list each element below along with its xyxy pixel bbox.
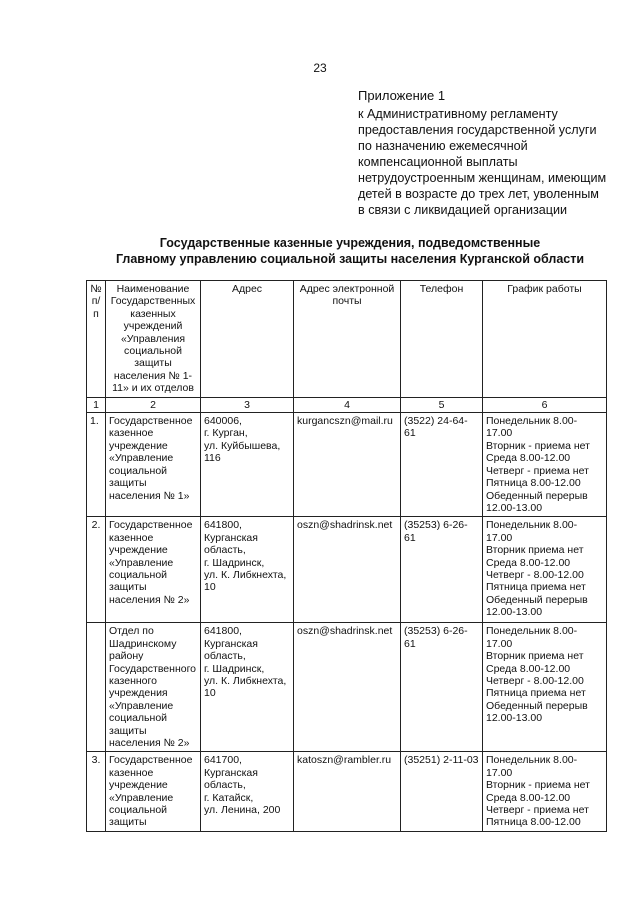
header-email: Адрес электронной почты (294, 281, 401, 398)
column-number: 4 (294, 397, 401, 412)
row-email: kurgancszn@mail.ru (294, 413, 401, 517)
table-row (87, 623, 607, 752)
row-schedule: Понедельник 8.00-17.00 Вторник - приема нет Среда 8.00-12.00 Четверг - приема нет Пятница 8.00-12.00 (483, 752, 607, 831)
column-number: 6 (483, 397, 607, 412)
row-email: katoszn@rambler.ru (294, 752, 401, 831)
document-title (60, 236, 640, 267)
header-schedule: График работы (483, 281, 607, 398)
row-num: 3. (87, 752, 106, 831)
row-phone: (35253) 6-26-61 (401, 517, 483, 623)
header-num: № п/п (87, 281, 106, 398)
appendix-title: Приложение 1 (358, 88, 446, 103)
column-number: 1 (87, 397, 106, 412)
institutions-table (86, 280, 607, 832)
column-number: 2 (106, 397, 201, 412)
row-name: Государственное казенное учреждение «Управление социальной защиты населения № 2» (106, 517, 201, 623)
header-phone: Телефон (401, 281, 483, 398)
row-schedule: Понедельник 8.00-17.00 Вторник - приема нет Среда 8.00-12.00 Четверг - приема нет Пятница 8.00-12.00 Обеденный перерыв 12.00-13.00 (483, 413, 607, 517)
row-name: Государственное казенное учреждение «Управление социальной защиты населения № 1» (106, 413, 201, 517)
table-row (87, 517, 607, 623)
row-address: 641700, Курганская область, г. Катайск, ул. Ленина, 200 (201, 752, 294, 831)
row-email: oszn@shadrinsk.net (294, 517, 401, 623)
document-title-line-1: Государственные казенные учреждения, подведомственные (159, 236, 541, 250)
header-name: Наименование Государственных казенных учреждений «Управления социальной защиты населения № 1-11» и их отделов (106, 281, 201, 398)
table-header-row (87, 281, 607, 398)
row-phone: (35253) 6-26-61 (401, 623, 483, 752)
table-row (87, 752, 607, 831)
page-number: 23 (313, 61, 327, 75)
header-address: Адрес (201, 281, 294, 398)
row-email: oszn@shadrinsk.net (294, 623, 401, 752)
row-name: Государственное казенное учреждение «Управление социальной защиты (106, 752, 201, 831)
row-schedule: Понедельник 8.00-17.00 Вторник приема нет Среда 8.00-12.00 Четверг - 8.00-12.00 Пятница приема нет Обеденный перерыв 12.00-13.00 (483, 623, 607, 752)
row-address: 641800, Курганская область, г. Шадринск, ул. К. Либкнехта, 10 (201, 517, 294, 623)
appendix-block (358, 88, 608, 218)
row-address: 640006, г. Курган, ул. Куйбышева, 116 (201, 413, 294, 517)
column-number: 3 (201, 397, 294, 412)
table-row (87, 413, 607, 517)
row-name: Отдел по Шадринскому району Государственного казенного учреждения «Управление социальной защиты населения № 2» (106, 623, 201, 752)
column-number-row (87, 397, 607, 412)
row-num (87, 623, 106, 752)
column-number: 5 (401, 397, 483, 412)
row-num: 2. (87, 517, 106, 623)
row-num: 1. (87, 413, 106, 517)
row-address: 641800, Курганская область, г. Шадринск, ул. К. Либкнехта, 10 (201, 623, 294, 752)
appendix-text: к Административному регламенту предоставления государственной услуги по назначению ежемесячной компенсационной выплаты нетрудоустроенным женщинам, имеющим детей в возрасте до трех лет, уволенным в связи с ликвидацией организации (358, 107, 607, 217)
document-title-line-2: Главному управлению социальной защиты населения Курганской области (115, 251, 585, 266)
row-phone: (35251) 2-11-03 (401, 752, 483, 831)
row-phone: (3522) 24-64-61 (401, 413, 483, 517)
row-schedule: Понедельник 8.00-17.00 Вторник приема нет Среда 8.00-12.00 Четверг - 8.00-12.00 Пятница приема нет Обеденный перерыв 12.00-13.00 (483, 517, 607, 623)
